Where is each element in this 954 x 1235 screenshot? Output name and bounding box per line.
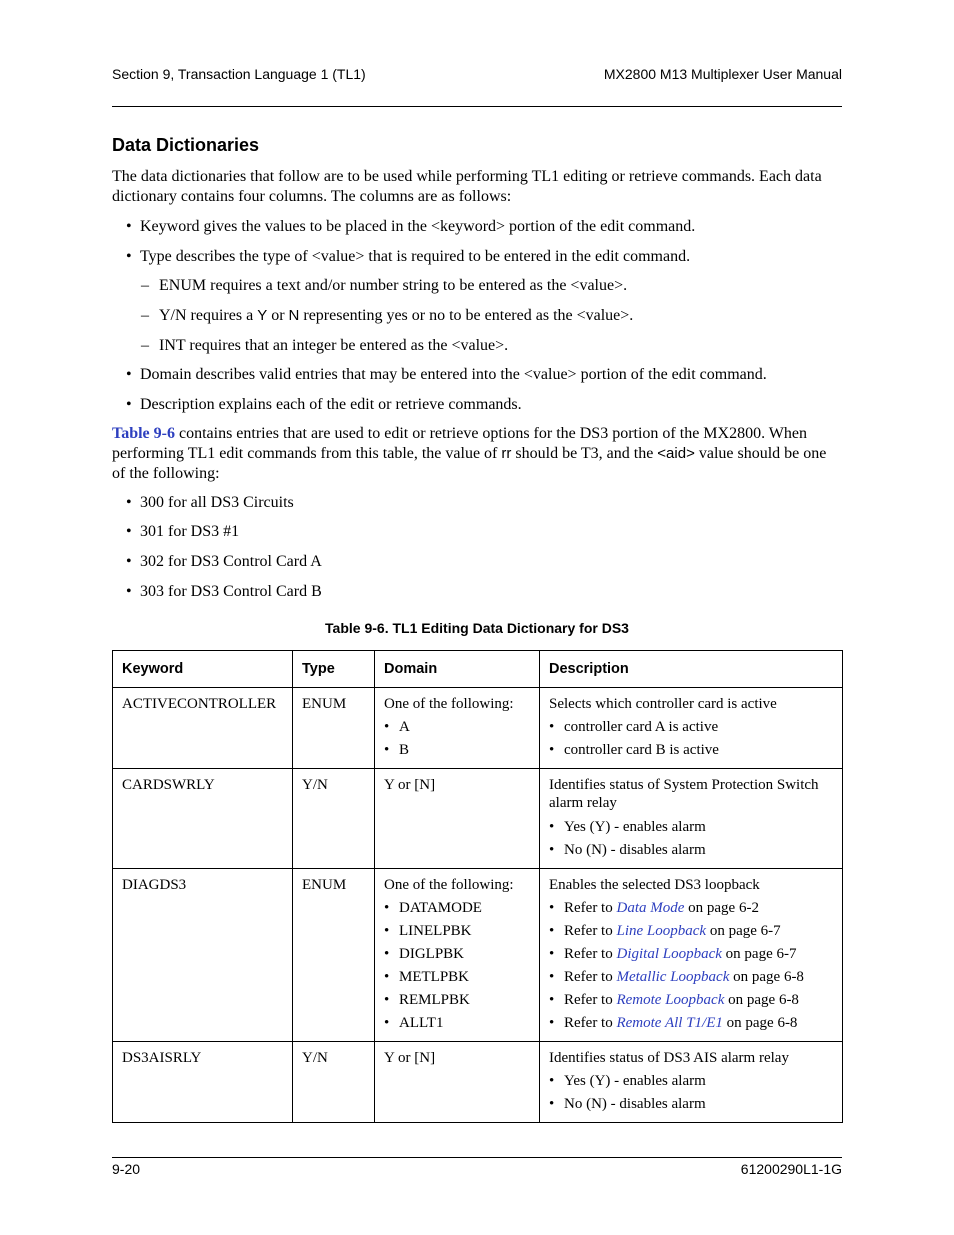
- digital-loopback-link[interactable]: Digital Loopback: [616, 946, 722, 962]
- list-item: • Type describes the type of <value> that is required to be entered in the edit command.: [126, 248, 691, 265]
- type-sublist: [112, 276, 842, 356]
- list-item: • 301 for DS3 #1: [126, 523, 240, 540]
- data-mode-link[interactable]: Data Mode: [616, 900, 685, 916]
- document-number: 61200290L1-1G: [740, 1161, 842, 1177]
- type-cell: ENUM: [293, 869, 375, 1042]
- list-item: • 302 for DS3 Control Card A: [126, 553, 322, 570]
- running-header-section: Section 9, Transaction Language 1 (TL1): [112, 66, 366, 82]
- description-cell: Identifies status of System Protection Switch alarm relay • Yes (Y) - enables alarm • No (N) - disables alarm: [540, 769, 843, 869]
- list-item: • 300 for all DS3 Circuits: [126, 494, 294, 511]
- description-cell: Selects which controller card is active • controller card A is active • controller card B is active: [540, 688, 843, 769]
- column-header-domain: Domain: [375, 651, 540, 688]
- domain-cell: Y or [N]: [375, 769, 540, 869]
- list-item: • Refer to Digital Loopback on page 6-7: [549, 946, 797, 962]
- list-item: • LINELPBK: [384, 923, 472, 939]
- running-header-manual-title: MX2800 M13 Multiplexer User Manual: [603, 66, 842, 82]
- footer-divider: [112, 1157, 842, 1158]
- table-row: [113, 869, 843, 1042]
- list-item: • Yes (Y) - enables alarm: [549, 1073, 706, 1089]
- list-item: • controller card B is active: [549, 742, 719, 758]
- section-title: Data Dictionaries: [112, 135, 260, 155]
- list-item: • Refer to Metallic Loopback on page 6-8: [549, 969, 804, 985]
- list-item: • No (N) - disables alarm: [549, 1096, 706, 1112]
- aid-values-list: [112, 493, 842, 602]
- column-description-list-continued: [112, 365, 842, 415]
- list-item: – ENUM requires a text and/or number string to be entered as the <value>.: [141, 277, 628, 294]
- remote-all-t1e1-link[interactable]: Remote All T1/E1: [616, 1015, 723, 1031]
- table-row: [113, 688, 843, 769]
- list-item: • Domain describes valid entries that may be entered into the <value> portion of the edit command.: [126, 366, 767, 383]
- column-header-type: Type: [293, 651, 375, 688]
- list-item: • DATAMODE: [384, 900, 482, 916]
- type-cell: Y/N: [293, 1042, 375, 1123]
- domain-cell: One of the following: • DATAMODE • LINELPBK • DIGLPBK • METLPBK • REMLPBK • ALLT1: [375, 869, 540, 1042]
- list-item: – INT requires that an integer be entered as the <value>.: [141, 337, 509, 354]
- main-content: [112, 134, 842, 637]
- type-cell: Y/N: [293, 769, 375, 869]
- table-header-row: [113, 651, 843, 688]
- list-item: • Refer to Line Loopback on page 6-7: [549, 923, 781, 939]
- description-cell: Identifies status of DS3 AIS alarm relay • Yes (Y) - enables alarm • No (N) - disables alarm: [540, 1042, 843, 1123]
- list-item: • 303 for DS3 Control Card B: [126, 583, 322, 600]
- intro-paragraph: The data dictionaries that follow are to be used while performing TL1 editing or retrieve commands. Each data dictionary contains four columns. The columns are as follows:: [112, 168, 822, 205]
- list-item: • Yes (Y) - enables alarm: [549, 819, 706, 835]
- table-row: [113, 1042, 843, 1123]
- column-header-keyword: Keyword: [113, 651, 293, 688]
- description-cell: Enables the selected DS3 loopback • Refer to Data Mode on page 6-2 • Refer to Line Loopback on page 6-7 • Refer to Digital Loopback on page 6-7 • Refer to Metallic Loopback on page 6-8 • Refer to Remote Loopback on page 6-8 • Refer to Remote All T1/E1 on page 6-8: [540, 869, 843, 1042]
- column-description-list: [112, 217, 842, 267]
- keyword-cell: DIAGDS3: [113, 869, 293, 1042]
- list-item: • ALLT1: [384, 1015, 444, 1031]
- type-cell: ENUM: [293, 688, 375, 769]
- list-item: • Refer to Remote Loopback on page 6-8: [549, 992, 799, 1008]
- list-item: • Description explains each of the edit or retrieve commands.: [126, 396, 522, 413]
- list-item: • No (N) - disables alarm: [549, 842, 706, 858]
- header-divider: [112, 106, 842, 107]
- table-caption: Table 9-6. TL1 Editing Data Dictionary for DS3: [325, 620, 629, 636]
- list-item: • Refer to Remote All T1/E1 on page 6-8: [549, 1015, 798, 1031]
- table-row: [113, 769, 843, 869]
- line-loopback-link[interactable]: Line Loopback: [616, 923, 707, 939]
- list-item: • Keyword gives the values to be placed in the <keyword> portion of the edit command.: [126, 218, 696, 235]
- list-item: • Refer to Data Mode on page 6-2: [549, 900, 759, 916]
- list-item: • METLPBK: [384, 969, 470, 985]
- keyword-cell: CARDSWRLY: [113, 769, 293, 869]
- list-item: • DIGLPBK: [384, 946, 465, 962]
- list-item: – Y/N requires a Y or N representing yes or no to be entered as the <value>.: [141, 307, 634, 324]
- column-header-description: Description: [540, 651, 843, 688]
- keyword-cell: DS3AISRLY: [113, 1042, 293, 1123]
- remote-loopback-link[interactable]: Remote Loopback: [616, 992, 725, 1008]
- domain-cell: One of the following: • A • B: [375, 688, 540, 769]
- list-item: • A: [384, 719, 410, 735]
- list-item: • B: [384, 742, 410, 758]
- keyword-cell: ACTIVECONTROLLER: [113, 688, 293, 769]
- metallic-loopback-link[interactable]: Metallic Loopback: [616, 969, 730, 985]
- ds3-data-dictionary-table: [112, 650, 843, 1123]
- page-number: 9-20: [112, 1161, 141, 1177]
- list-item: • REMLPBK: [384, 992, 470, 1008]
- domain-cell: Y or [N]: [375, 1042, 540, 1123]
- table-9-6-link[interactable]: Table 9-6: [112, 425, 175, 442]
- list-item: • controller card A is active: [549, 719, 719, 735]
- table-reference-paragraph: Table 9-6 contains entries that are used to edit or retrieve options for the DS3 portion of the MX2800. When performing TL1 edit commands from this table, the value of rr should be T3, and the <aid> value should be one of the following:: [112, 425, 827, 482]
